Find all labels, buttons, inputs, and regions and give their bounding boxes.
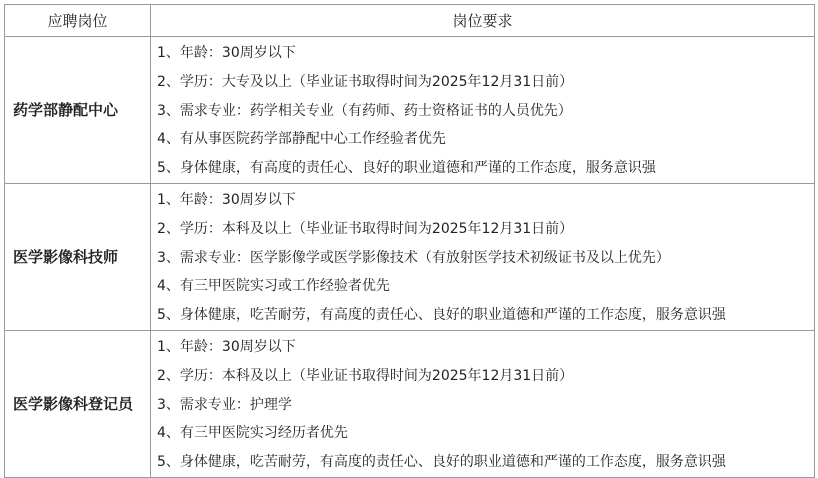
requirement-item: 2、学历：本科及以上（毕业证书取得时间为2025年12月31日前） bbox=[157, 367, 574, 384]
position-name: 医学影像科技师 bbox=[5, 183, 151, 330]
requirements-list bbox=[151, 37, 814, 183]
requirement-item: 5、身体健康，有高度的责任心、良好的职业道德和严谨的工作态度，服务意识强 bbox=[157, 160, 656, 177]
table-row bbox=[5, 37, 815, 184]
requirement-item: 4、有三甲医院实习或工作经验者优先 bbox=[157, 278, 390, 295]
requirement-item: 2、学历：大专及以上（毕业证书取得时间为2025年12月31日前） bbox=[157, 73, 574, 90]
requirements-cell bbox=[151, 37, 815, 184]
requirements-list bbox=[151, 331, 814, 477]
job-requirements-table bbox=[4, 4, 815, 478]
table-row bbox=[5, 183, 815, 330]
position-name: 药学部静配中心 bbox=[5, 37, 151, 184]
position-name: 医学影像科登记员 bbox=[5, 330, 151, 477]
requirements-cell bbox=[151, 330, 815, 477]
table-row bbox=[5, 330, 815, 477]
header-row bbox=[5, 5, 815, 37]
requirement-item: 5、身体健康，吃苦耐劳，有高度的责任心、良好的职业道德和严谨的工作态度，服务意识强 bbox=[157, 454, 726, 471]
requirement-item: 2、学历：本科及以上（毕业证书取得时间为2025年12月31日前） bbox=[157, 220, 574, 237]
requirement-item: 4、有三甲医院实习经历者优先 bbox=[157, 425, 348, 442]
header-position: 应聘岗位 bbox=[5, 5, 151, 37]
requirement-item: 1、年龄：30周岁以下 bbox=[157, 191, 296, 208]
requirement-item: 3、需求专业：护理学 bbox=[157, 396, 292, 413]
requirements-cell bbox=[151, 183, 815, 330]
requirements-list bbox=[151, 184, 814, 330]
requirement-item: 1、年龄：30周岁以下 bbox=[157, 338, 296, 355]
requirement-item: 3、需求专业：药学相关专业（有药师、药士资格证书的人员优先） bbox=[157, 102, 572, 119]
requirement-item: 5、身体健康，吃苦耐劳，有高度的责任心、良好的职业道德和严谨的工作态度，服务意识强 bbox=[157, 307, 726, 324]
requirement-item: 4、有从事医院药学部静配中心工作经验者优先 bbox=[157, 131, 446, 148]
requirement-item: 1、年龄：30周岁以下 bbox=[157, 45, 296, 61]
header-requirements: 岗位要求 bbox=[151, 5, 815, 37]
requirement-item: 3、需求专业：医学影像学或医学影像技术（有放射医学技术初级证书及以上优先） bbox=[157, 249, 670, 266]
